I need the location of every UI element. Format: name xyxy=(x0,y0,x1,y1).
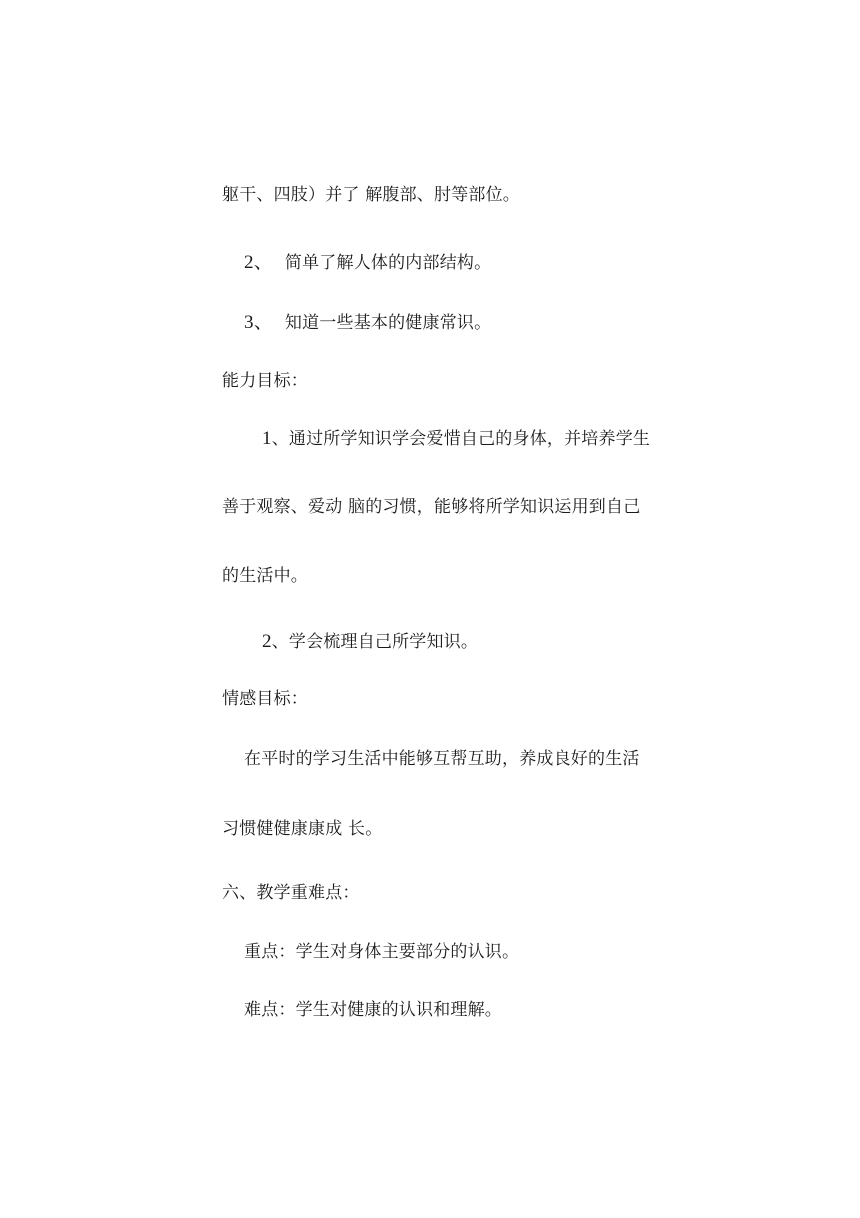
difficult-point: 难点：学生对健康的认识和理解。 xyxy=(244,1000,502,1020)
emotion-paragraph-line-1: 在平时的学习生活中能够互帮互助，养成良好的生活 xyxy=(244,749,640,769)
ability-item-2-number: 2 xyxy=(262,631,272,652)
knowledge-item-2-text: 简单了解人体的内部结构。 xyxy=(284,253,492,273)
section-heading: 六、教学重难点： xyxy=(222,883,360,903)
knowledge-item-3-number: 3、 xyxy=(244,312,273,333)
ability-item-2 xyxy=(262,631,478,653)
emotion-heading: 情感目标： xyxy=(222,689,308,709)
ability-heading: 能力目标： xyxy=(222,371,308,391)
continuation-line: 躯干、四肢）并了 解腹部、肘等部位。 xyxy=(222,185,521,205)
ability-item-1-number: 1 xyxy=(262,428,272,449)
knowledge-item-3 xyxy=(244,312,491,334)
ability-item-2-text: 、学会梳理自己所学知识。 xyxy=(271,632,479,652)
key-point: 重点：学生对身体主要部分的认识。 xyxy=(244,942,520,962)
knowledge-item-2-number: 2、 xyxy=(244,252,273,273)
ability-item-1-line-3: 的生活中。 xyxy=(222,566,308,586)
knowledge-item-2 xyxy=(244,252,491,274)
ability-item-1-text: 、通过所学知识学会爱惜自己的身体，并培养学生 xyxy=(271,429,651,449)
knowledge-item-3-text: 知道一些基本的健康常识。 xyxy=(284,313,492,333)
ability-item-1-line-1 xyxy=(262,428,650,450)
emotion-paragraph-line-2: 习惯健健康康成 长。 xyxy=(222,819,383,839)
ability-item-1-line-2: 善于观察、爱动 脑的习惯，能够将所学知识运用到自己 xyxy=(222,497,641,517)
